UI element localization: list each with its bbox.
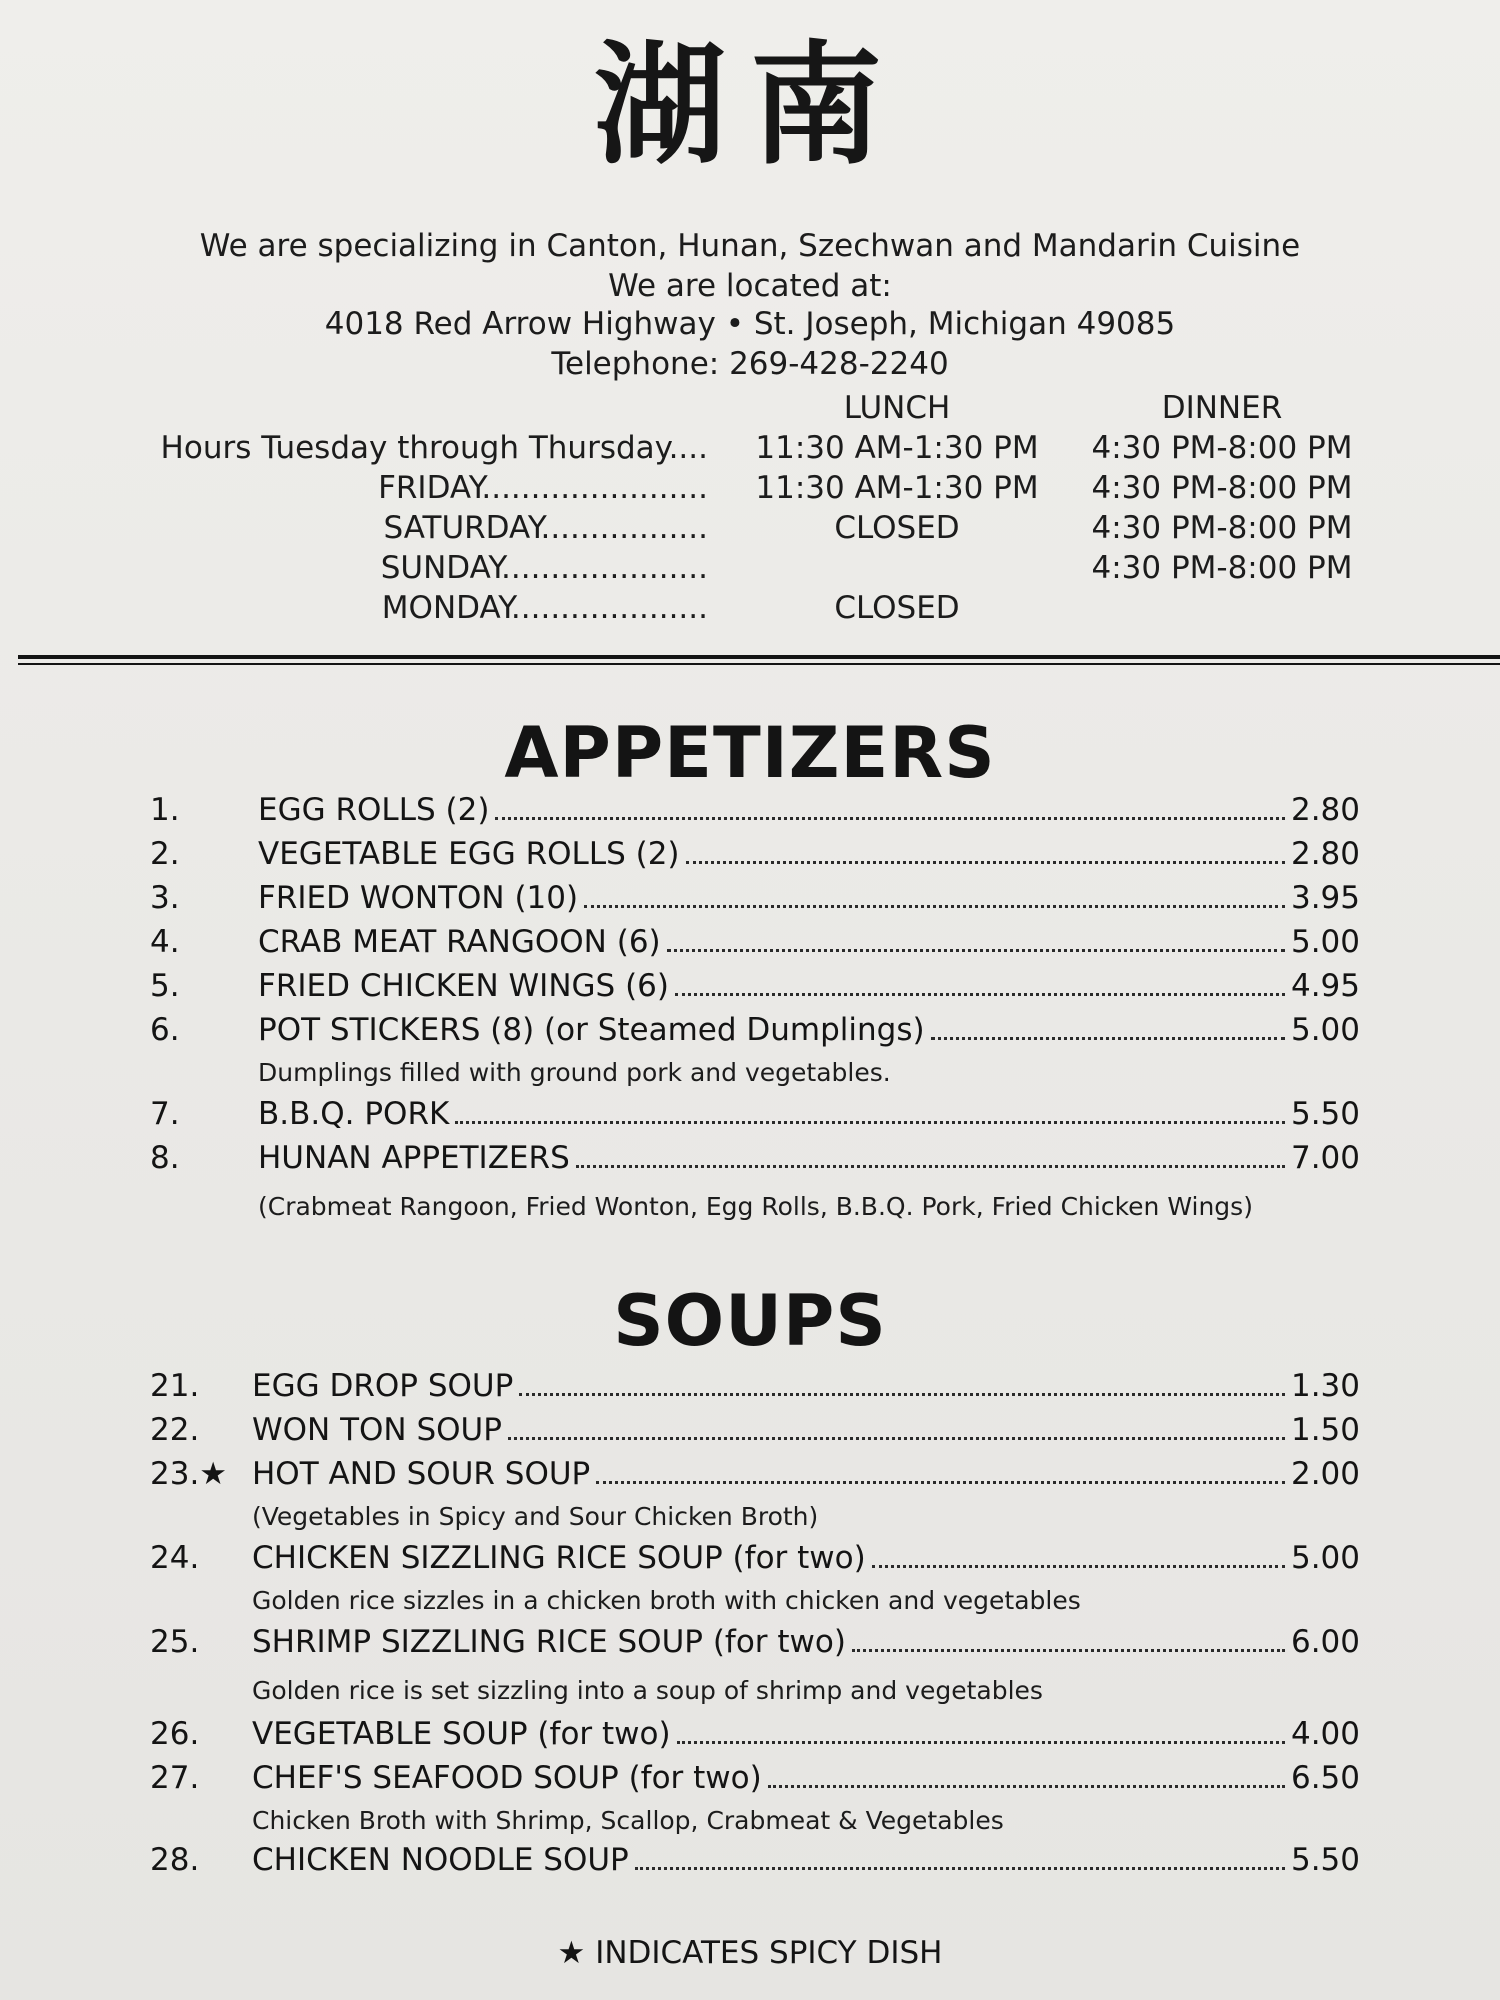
- item-price: 6.00: [1290, 1624, 1360, 1660]
- menu-item: [150, 1412, 1360, 1452]
- item-price: 3.95: [1290, 880, 1360, 916]
- dot-leader: [584, 883, 1285, 908]
- spicy-footnote: ★ INDICATES SPICY DISH: [557, 1935, 943, 1971]
- dot-leader: [667, 927, 1285, 952]
- hours-lunch: CLOSED: [834, 590, 960, 626]
- item-name: CHICKEN NOODLE SOUP: [252, 1842, 629, 1878]
- item-number: 26.: [150, 1716, 200, 1752]
- item-number: 2.: [150, 836, 180, 872]
- menu-item: [150, 792, 1360, 832]
- hours-day: SATURDAY.................: [383, 510, 708, 546]
- dot-leader: [508, 1415, 1285, 1440]
- menu-item: [150, 836, 1360, 876]
- item-price: 2.80: [1290, 836, 1360, 872]
- item-description: (Vegetables in Spicy and Sour Chicken Broth): [252, 1502, 819, 1531]
- hours-day: Hours Tuesday through Thursday....: [160, 430, 708, 466]
- item-number: 6.: [150, 1012, 180, 1048]
- item-price: 5.50: [1290, 1842, 1360, 1878]
- item-number: 24.: [150, 1540, 200, 1576]
- menu-item: [150, 1140, 1360, 1180]
- item-name: WON TON SOUP: [252, 1412, 502, 1448]
- dot-leader: [872, 1543, 1285, 1568]
- item-price: 5.00: [1290, 1540, 1360, 1576]
- menu-item: [150, 1456, 1360, 1496]
- divider-thick: [18, 655, 1500, 659]
- item-price: 4.00: [1290, 1716, 1360, 1752]
- item-description: Golden rice is set sizzling into a soup of shrimp and vegetables: [252, 1676, 1043, 1705]
- hours-day: FRIDAY.......................: [378, 470, 708, 506]
- item-name: FRIED CHICKEN WINGS (6): [258, 968, 669, 1004]
- item-number: 27.: [150, 1760, 200, 1796]
- item-price: 2.00: [1290, 1456, 1360, 1492]
- hours-row: [0, 590, 1500, 630]
- item-price: 7.00: [1290, 1140, 1360, 1176]
- telephone-text: Telephone: 269-428-2240: [551, 346, 949, 382]
- dot-leader: [675, 971, 1285, 996]
- item-name: VEGETABLE SOUP (for two): [252, 1716, 671, 1752]
- hours-row: [0, 550, 1500, 590]
- item-price: 6.50: [1290, 1760, 1360, 1796]
- item-description: (Crabmeat Rangoon, Fried Wonton, Egg Rolls, B.B.Q. Pork, Fried Chicken Wings): [258, 1192, 1253, 1221]
- item-price: 1.50: [1290, 1412, 1360, 1448]
- menu-item: [150, 968, 1360, 1008]
- item-price: 2.80: [1290, 792, 1360, 828]
- item-description: Dumplings filled with ground pork and vegetables.: [258, 1058, 891, 1087]
- menu-item: [150, 1760, 1360, 1800]
- dot-leader: [576, 1143, 1285, 1168]
- item-name: EGG DROP SOUP: [252, 1368, 514, 1404]
- soups-title: SOUPS: [613, 1280, 887, 1362]
- item-number: 8.: [150, 1140, 180, 1176]
- dot-leader: [519, 1371, 1285, 1396]
- item-number: 4.: [150, 924, 180, 960]
- item-name: VEGETABLE EGG ROLLS (2): [258, 836, 680, 872]
- item-number: 5.: [150, 968, 180, 1004]
- item-price: 5.00: [1290, 924, 1360, 960]
- menu-item: [150, 924, 1360, 964]
- dinner-label: DINNER: [1161, 390, 1283, 426]
- located-label: We are located at:: [608, 268, 892, 304]
- item-name: EGG ROLLS (2): [258, 792, 490, 828]
- hours-day: SUNDAY.....................: [380, 550, 708, 586]
- dot-leader: [677, 1719, 1285, 1744]
- item-price: 5.00: [1290, 1012, 1360, 1048]
- menu-item: [150, 880, 1360, 920]
- item-description: Chicken Broth with Shrimp, Scallop, Crabmeat & Vegetables: [252, 1806, 1004, 1835]
- item-price: 5.50: [1290, 1096, 1360, 1132]
- item-number: 1.: [150, 792, 180, 828]
- restaurant-logo: 湖南: [594, 29, 906, 183]
- item-number: 23.★: [150, 1456, 228, 1492]
- item-name: CRAB MEAT RANGOON (6): [258, 924, 661, 960]
- dot-leader: [635, 1845, 1285, 1870]
- item-price: 4.95: [1290, 968, 1360, 1004]
- hours-row: [0, 470, 1500, 510]
- item-number: 22.: [150, 1412, 200, 1448]
- hours-row: [0, 510, 1500, 550]
- dot-leader: [686, 839, 1285, 864]
- item-description: Golden rice sizzles in a chicken broth with chicken and vegetables: [252, 1586, 1081, 1615]
- hours-header-row: [0, 390, 1500, 430]
- address-text: 4018 Red Arrow Highway • St. Joseph, Michigan 49085: [324, 306, 1176, 342]
- item-number: 28.: [150, 1842, 200, 1878]
- item-number: 3.: [150, 880, 180, 916]
- item-name: HUNAN APPETIZERS: [258, 1140, 570, 1176]
- hours-lunch: CLOSED: [834, 510, 960, 546]
- item-name: CHICKEN SIZZLING RICE SOUP (for two): [252, 1540, 866, 1576]
- item-number: 25.: [150, 1624, 200, 1660]
- menu-item: [150, 1842, 1360, 1882]
- menu-item: [150, 1624, 1360, 1664]
- dot-leader: [852, 1627, 1285, 1652]
- hours-dinner: 4:30 PM-8:00 PM: [1091, 430, 1353, 466]
- hours-dinner: 4:30 PM-8:00 PM: [1091, 510, 1353, 546]
- menu-item: [150, 1012, 1360, 1052]
- hours-day: MONDAY....................: [381, 590, 708, 626]
- hours-dinner: 4:30 PM-8:00 PM: [1091, 470, 1353, 506]
- item-price: 1.30: [1290, 1368, 1360, 1404]
- hours-dinner: 4:30 PM-8:00 PM: [1091, 550, 1353, 586]
- item-name: B.B.Q. PORK: [258, 1096, 450, 1132]
- hours-lunch: 11:30 AM-1:30 PM: [755, 430, 1039, 466]
- menu-item: [150, 1716, 1360, 1756]
- lunch-label: LUNCH: [843, 390, 951, 426]
- menu-item: [150, 1368, 1360, 1408]
- dot-leader: [455, 1099, 1285, 1124]
- item-name: CHEF'S SEAFOOD SOUP (for two): [252, 1760, 762, 1796]
- hours-lunch: 11:30 AM-1:30 PM: [755, 470, 1039, 506]
- dot-leader: [931, 1015, 1285, 1040]
- menu-item: [150, 1540, 1360, 1580]
- item-number: 7.: [150, 1096, 180, 1132]
- item-name: SHRIMP SIZZLING RICE SOUP (for two): [252, 1624, 846, 1660]
- specialty-text: We are specializing in Canton, Hunan, Szechwan and Mandarin Cuisine: [199, 228, 1301, 264]
- dot-leader: [495, 795, 1285, 820]
- dot-leader: [768, 1763, 1285, 1788]
- hours-row: [0, 430, 1500, 470]
- divider-thin: [18, 663, 1500, 665]
- item-name: FRIED WONTON (10): [258, 880, 579, 916]
- dot-leader: [596, 1459, 1285, 1484]
- appetizers-title: APPETIZERS: [504, 712, 996, 794]
- item-name: POT STICKERS (8) (or Steamed Dumplings): [258, 1012, 925, 1048]
- item-name: HOT AND SOUR SOUP: [252, 1456, 591, 1492]
- item-number: 21.: [150, 1368, 200, 1404]
- menu-item: [150, 1096, 1360, 1136]
